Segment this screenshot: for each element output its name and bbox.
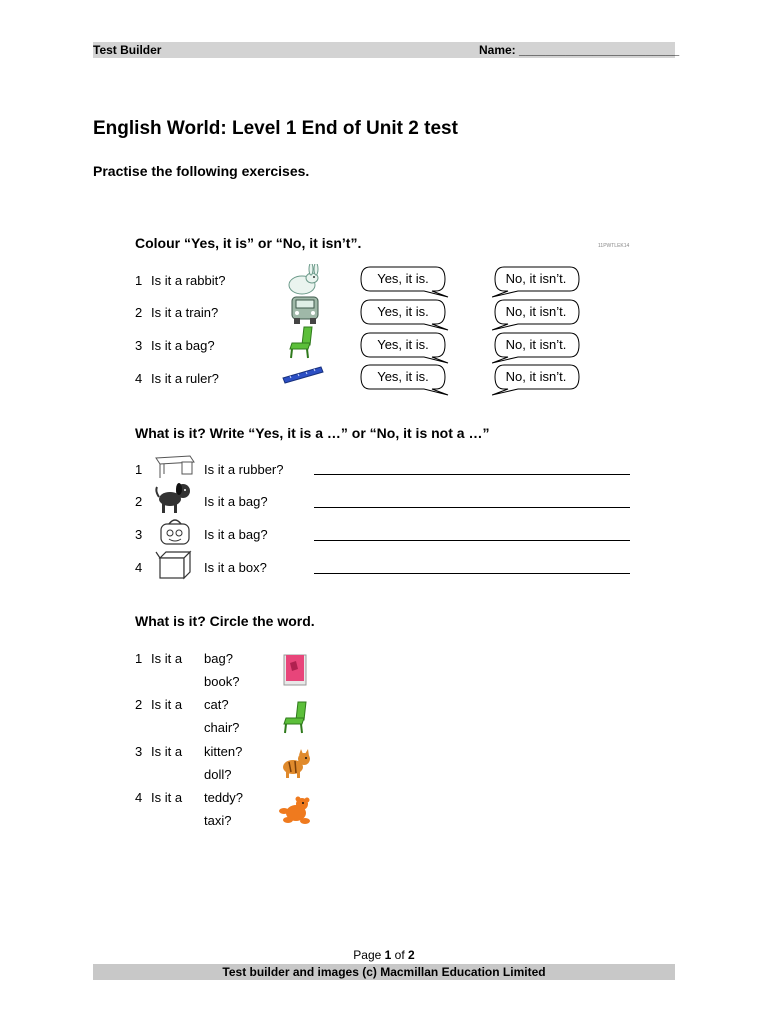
yes-bubble[interactable] bbox=[360, 299, 446, 325]
section1-code: 11PWTLEK14 bbox=[598, 243, 630, 249]
no-bubble[interactable] bbox=[492, 299, 578, 325]
kitten-icon bbox=[279, 747, 313, 784]
item-number: 2 bbox=[135, 494, 143, 509]
answer-line[interactable] bbox=[314, 540, 630, 541]
book-icon bbox=[282, 653, 308, 692]
no-bubble[interactable] bbox=[492, 364, 578, 390]
section2-heading: What is it? Write “Yes, it is a …” or “No, it is not a …” bbox=[135, 425, 490, 441]
item-number: 4 bbox=[135, 790, 143, 805]
answer-line[interactable] bbox=[314, 474, 630, 475]
yes-label: Yes, it is. bbox=[377, 337, 429, 352]
item-number: 3 bbox=[135, 744, 143, 759]
dog-icon bbox=[154, 481, 194, 520]
option-word[interactable]: book? bbox=[204, 674, 240, 689]
yes-label: Yes, it is. bbox=[377, 304, 429, 319]
question-text: Is it a ruler? bbox=[151, 371, 219, 386]
no-bubble[interactable] bbox=[492, 332, 578, 358]
chair-icon bbox=[288, 325, 318, 364]
teddy-icon bbox=[278, 795, 314, 830]
page-current: 1 bbox=[384, 948, 392, 962]
page-number bbox=[0, 948, 768, 962]
item-number: 3 bbox=[135, 338, 143, 353]
option-word[interactable]: bag? bbox=[204, 651, 233, 666]
item-number: 2 bbox=[135, 305, 143, 320]
section1-heading: Colour “Yes, it is” or “No, it isn’t”. bbox=[135, 235, 362, 251]
page-subtitle: Practise the following exercises. bbox=[93, 163, 310, 179]
box-icon bbox=[154, 548, 194, 585]
header-test-builder: Test Builder bbox=[93, 43, 162, 57]
question-text: Is it a train? bbox=[151, 305, 219, 320]
item-number: 4 bbox=[135, 371, 143, 386]
header-bar bbox=[93, 42, 680, 58]
answer-line[interactable] bbox=[314, 573, 630, 574]
item-number: 1 bbox=[135, 651, 143, 666]
item-number: 3 bbox=[135, 527, 143, 542]
yes-label: Yes, it is. bbox=[377, 271, 429, 286]
question-text: Is it a rabbit? bbox=[151, 273, 226, 288]
answer-line[interactable] bbox=[314, 507, 630, 508]
option-word[interactable]: chair? bbox=[204, 720, 240, 735]
no-bubble[interactable] bbox=[492, 266, 578, 292]
page-of: of bbox=[394, 948, 405, 962]
ruler-icon bbox=[281, 364, 325, 389]
yes-bubble[interactable] bbox=[360, 332, 446, 358]
option-word[interactable]: doll? bbox=[204, 767, 232, 782]
question-text: Is it a bag? bbox=[151, 338, 215, 353]
item-number: 1 bbox=[135, 462, 143, 477]
question-prefix: Is it a bbox=[151, 744, 183, 759]
question-text: Is it a bag? bbox=[204, 494, 268, 509]
question-prefix: Is it a bbox=[151, 790, 183, 805]
page-label: Page bbox=[353, 948, 382, 962]
bag-icon bbox=[157, 516, 193, 551]
question-prefix: Is it a bbox=[151, 697, 183, 712]
page-total: 2 bbox=[408, 948, 415, 962]
option-word[interactable]: cat? bbox=[204, 697, 229, 712]
no-label: No, it isn’t. bbox=[505, 337, 567, 352]
section3-heading: What is it? Circle the word. bbox=[135, 613, 315, 629]
yes-label: Yes, it is. bbox=[377, 369, 429, 384]
no-label: No, it isn’t. bbox=[505, 304, 567, 319]
footer-credit: Test builder and images (c) Macmillan Education Limited bbox=[93, 964, 675, 980]
yes-bubble[interactable] bbox=[360, 364, 446, 390]
item-number: 1 bbox=[135, 273, 143, 288]
option-word[interactable]: taxi? bbox=[204, 813, 232, 828]
question-text: Is it a rubber? bbox=[204, 462, 284, 477]
no-label: No, it isn’t. bbox=[505, 369, 567, 384]
item-number: 4 bbox=[135, 560, 143, 575]
page-title: English World: Level 1 End of Unit 2 test bbox=[93, 118, 458, 139]
option-word[interactable]: kitten? bbox=[204, 744, 243, 759]
question-text: Is it a bag? bbox=[204, 527, 268, 542]
question-text: Is it a box? bbox=[204, 560, 267, 575]
question-prefix: Is it a bbox=[151, 651, 183, 666]
item-number: 2 bbox=[135, 697, 143, 712]
option-word[interactable]: teddy? bbox=[204, 790, 244, 805]
no-label: No, it isn’t. bbox=[505, 271, 567, 286]
header-name-field: Name: ________________________ bbox=[479, 43, 680, 57]
chair-icon bbox=[282, 700, 312, 739]
yes-bubble[interactable] bbox=[360, 266, 446, 292]
